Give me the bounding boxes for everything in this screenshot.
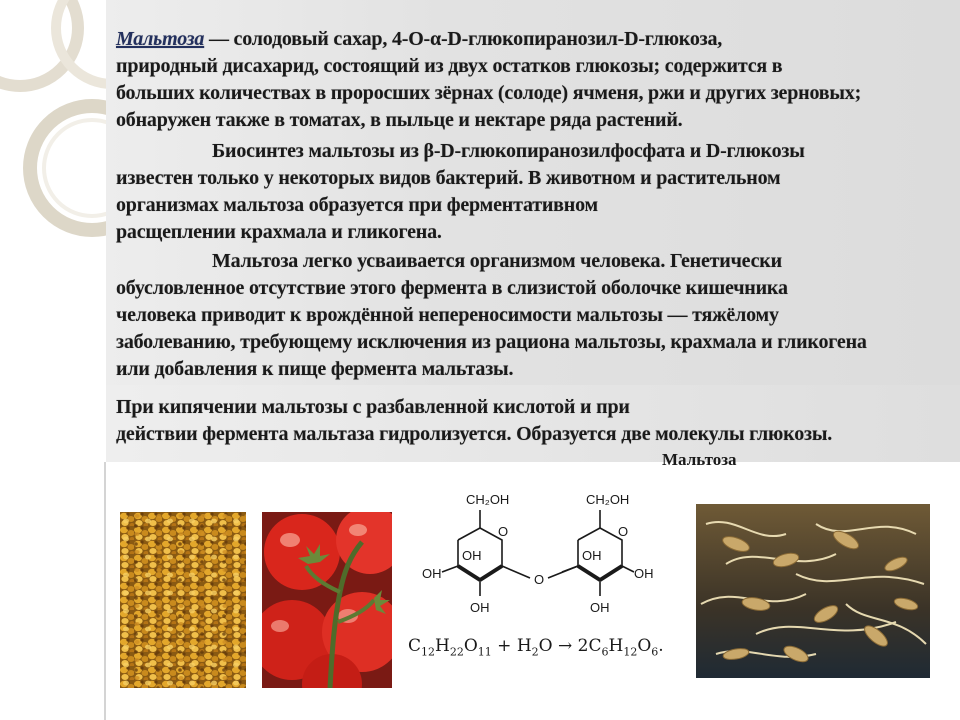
definition-paragraph [116,26,861,134]
pollen-grains-image [120,512,246,688]
biosynthesis-line-3: организмах мальтоза образуется при ферментативном [116,194,598,216]
absorption-line-4: заболеванию, требующему исключения из рациона мальтозы, крахмала и гликогена [116,331,867,353]
hydrolysis-line-1: При кипячении мальтозы с разбавленной кислотой и при [116,396,630,418]
eq-n5: 6 [601,645,609,659]
absorption-line-3: человека приводит к врождённой непереносимости мальтозы — тяжёлому [116,304,779,326]
eq-plus-water: + H [491,636,532,656]
biosynthesis-line-1: Биосинтез мальтозы из β-D-глюкопиранозилфосфата и D-глюкозы [212,140,805,162]
absorption-paragraph [116,248,867,383]
oh-left-bottom-label: OH [470,600,490,615]
sprouted-grains-image [696,504,930,678]
eq-coef: 2C [572,636,602,656]
biosynthesis-line-2: известен только у некоторых видов бактерий. В животном и растительном [116,167,781,189]
oh-left-upper-label: OH [462,548,482,563]
eq-o3: O [637,636,652,656]
eq-o1: O [463,636,478,656]
hydrolysis-equation [408,636,664,658]
bridge-o-label: O [534,572,545,587]
hydrolysis-line-2: действии фермента мальтаза гидролизуется. Образуется две молекулы глюкозы. [116,423,833,445]
eq-h2: H [608,636,624,656]
eq-n6: 12 [623,645,638,659]
left-divider-line [104,462,106,720]
absorption-line-2: обусловленное отсутствие этого фермента в слизистой оболочке кишечника [116,277,788,299]
definition-line-1-rest: — солодовый сахар, 4-О-α-D-глюкопиранозил-D-глюкоза, [204,28,723,50]
ring-o-left-label: O [498,524,509,539]
biosynthesis-line-4: расщеплении крахмала и гликогена. [116,221,442,243]
oh-left-side-label: OH [422,566,442,581]
ch2oh-right-label: CH₂OH [586,492,630,507]
definition-line-2: природный дисахарид, состоящий из двух остатков глюкозы; содержится в [116,55,783,77]
eq-n4: 2 [531,645,539,659]
eq-arrow: → [558,636,573,656]
oh-right-bottom-label: OH [590,600,610,615]
eq-n2: 22 [449,645,464,659]
eq-n1: 12 [421,645,436,659]
ring-o-right-label: O [618,524,629,539]
definition-line-3: больших количествах в проросших зёрнах (солоде) ячменя, ржи и других зерновых; [116,82,862,104]
eq-dot: . [658,636,664,656]
eq-h1: H [435,636,450,656]
oh-right-side-label: OH [634,566,654,581]
tomatoes-photo [262,512,392,688]
term-maltose: Мальтоза [116,28,205,50]
definition-line-1 [116,26,861,53]
definition-line-4: обнаружен также в томатах, в пыльце и нектаре ряда растений. [116,109,683,131]
oh-right-upper-label: OH [582,548,602,563]
absorption-line-1: Мальтоза легко усваивается организмом человека. Генетически [212,250,782,272]
hydrolysis-paragraph [116,394,832,448]
ch2oh-left-label: CH₂OH [466,492,510,507]
eq-n7: 6 [651,645,659,659]
eq-c1: C [408,636,422,656]
sprouted-grains-photo [696,504,930,678]
structure-caption: Мальтоза [662,450,737,469]
eq-o2: O [538,636,559,656]
tomatoes-image [262,512,392,688]
pollen-grains-photo [120,512,246,688]
biosynthesis-paragraph [116,138,805,246]
maltose-structure-diagram [420,488,660,624]
eq-n3: 11 [477,645,492,659]
absorption-line-5: или добавления к пище фермента мальтазы. [116,358,514,380]
